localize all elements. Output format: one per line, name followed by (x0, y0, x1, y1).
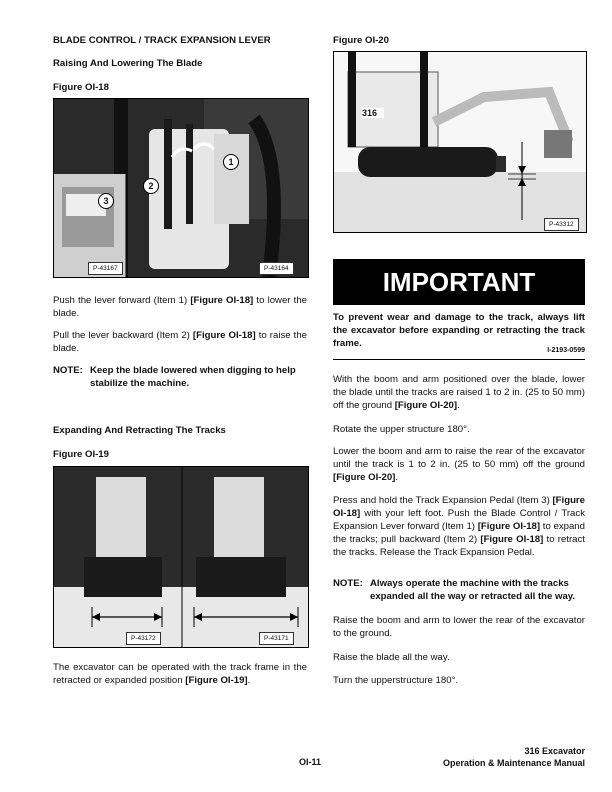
figure-oi-19-tag-a: P-43172 (126, 632, 161, 645)
figure-oi-18-tag-b: P-43164 (259, 262, 294, 275)
paragraph-track-positions: The excavator can be operated with the track frame in the retracted or expanded position [Figure OI-19]. (53, 662, 307, 686)
paragraph-push-lever: Push the lever forward (Item 1) [Figure OI-18] to lower the blade. (53, 295, 307, 319)
callout-2: 2 (143, 178, 159, 194)
callout-3: 3 (98, 193, 114, 209)
paragraph-lower-blade: With the boom and arm positioned over the blade, lower the blade until the tracks are raised 1 to 2 in. (25 to 50 mm) off the ground [Figure OI-20]. (333, 374, 585, 411)
figure-oi-19-illustration (54, 467, 308, 647)
callout-1: 1 (223, 154, 239, 170)
subsection-expanding-tracks: Expanding And Retracting The Tracks (53, 425, 226, 436)
figure-oi-19-photo (53, 466, 309, 648)
figure-oi-19-tag-b: P-43171 (259, 632, 294, 645)
note-blade-lowered: NOTE: Keep the blade lowered when digging to help stabilize the machine. (53, 365, 296, 389)
figure-oi-18-tag-a: P-43167 (88, 262, 123, 275)
important-text: To prevent wear and damage to the track, always lift the excavator before expanding or retracting the track frame. (333, 312, 585, 349)
machine-model-decal: 316 (362, 108, 378, 118)
page-number: OI-11 (298, 757, 321, 767)
important-banner: IMPORTANT (333, 259, 585, 305)
paragraph-lower-rear: Raise the boom and arm to lower the rear of the excavator to the ground. (333, 615, 585, 639)
important-code: I-2193-0599 (547, 347, 585, 354)
figure-oi-18-illustration (54, 99, 308, 277)
figure-oi-20-label: Figure OI-20 (333, 35, 389, 46)
paragraph-raise-rear: Lower the boom and arm to raise the rear of the excavator until the track is 1 to 2 in. (25 to 50 mm) off the ground [Figure OI-20]. (333, 446, 585, 483)
figure-oi-20-photo (333, 51, 587, 233)
figure-oi-19-label: Figure OI-19 (53, 449, 109, 460)
paragraph-rotate: Rotate the upper structure 180°. (333, 424, 470, 435)
paragraph-track-expansion: Press and hold the Track Expansion Pedal (Item 3) [Figure OI-18] with your left foot. Push the Blade Control / Track Expansion Lever forward (Item 1) [Figure OI-18] to expand the tracks; pull backward (Item 2) [Figure OI-18] to retract the tracks. Release the Track Expansion Pedal. (333, 495, 585, 558)
figure-oi-20-illustration (334, 52, 586, 232)
important-divider (333, 359, 585, 360)
paragraph-turn-upperstructure: Turn the upperstructure 180°. (333, 675, 459, 686)
section-title: BLADE CONTROL / TRACK EXPANSION LEVER (53, 35, 271, 46)
paragraph-raise-blade: Raise the blade all the way. (333, 652, 450, 663)
figure-oi-18-photo (53, 98, 309, 278)
paragraph-pull-lever: Pull the lever backward (Item 2) [Figure OI-18] to raise the blade. (53, 330, 307, 354)
figure-oi-18-label: Figure OI-18 (53, 82, 109, 93)
figure-oi-20-tag: P-43312 (544, 218, 579, 231)
footer-manual-title: 316 Excavator Operation & Maintenance Manual (442, 746, 585, 768)
note-track-position: NOTE: Always operate the machine with the tracks expanded all the way or retracted all the way. (333, 578, 576, 602)
subsection-raising-blade: Raising And Lowering The Blade (53, 58, 203, 69)
